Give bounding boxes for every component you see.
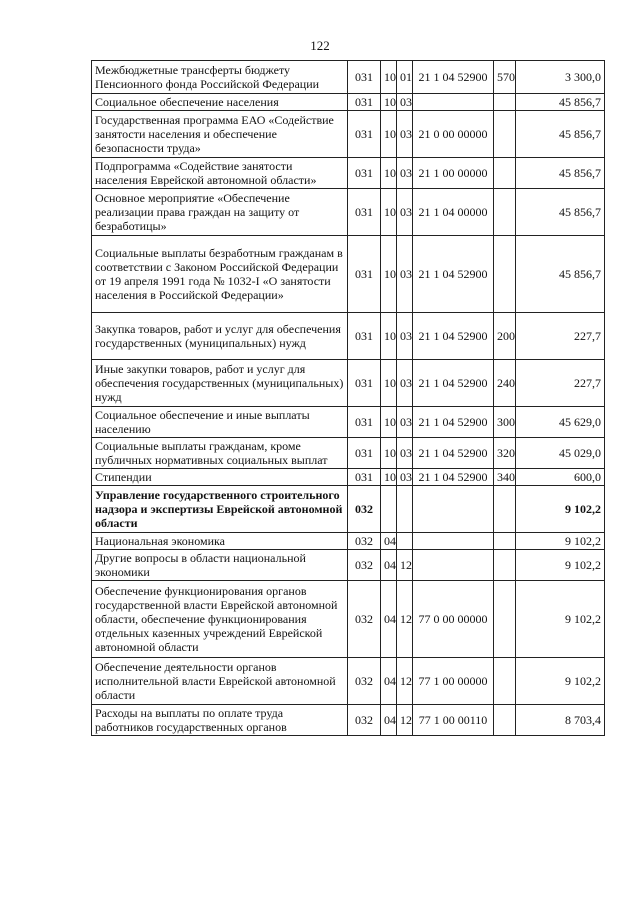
table-row xyxy=(92,158,605,189)
expense-type-code: 320 xyxy=(494,438,516,469)
table-row xyxy=(92,236,605,313)
section-code xyxy=(381,486,397,533)
row-name: Социальные выплаты гражданам, кроме публичных нормативных социальных выплат xyxy=(92,438,348,469)
table-row xyxy=(92,94,605,111)
page-number: 122 xyxy=(310,38,330,53)
subsection-code: 03 xyxy=(397,313,413,360)
target-article-code: 21 1 04 52900 xyxy=(413,236,494,313)
amount: 227,7 xyxy=(516,313,605,360)
section-code: 10 xyxy=(381,236,397,313)
section-code: 04 xyxy=(381,550,397,581)
row-name: Основное мероприятие «Обеспечение реализации права граждан на защиту от безработицы» xyxy=(92,189,348,236)
amount: 45 856,7 xyxy=(516,189,605,236)
target-article-code: 21 1 00 00000 xyxy=(413,158,494,189)
ved-code: 031 xyxy=(348,407,381,438)
subsection-code: 03 xyxy=(397,360,413,407)
section-code: 10 xyxy=(381,61,397,94)
expense-type-code xyxy=(494,658,516,705)
budget-table-body xyxy=(92,61,605,736)
subsection-code: 03 xyxy=(397,438,413,469)
amount: 9 102,2 xyxy=(516,486,605,533)
amount: 45 856,7 xyxy=(516,111,605,158)
expense-type-code xyxy=(494,550,516,581)
row-name: Подпрограмма «Содействие занятости населения Еврейской автономной области» xyxy=(92,158,348,189)
target-article-code xyxy=(413,94,494,111)
section-code: 10 xyxy=(381,313,397,360)
target-article-code xyxy=(413,486,494,533)
target-article-code: 21 1 04 52900 xyxy=(413,360,494,407)
ved-code: 031 xyxy=(348,438,381,469)
ved-code: 031 xyxy=(348,158,381,189)
row-name: Другие вопросы в области национальной экономики xyxy=(92,550,348,581)
target-article-code: 77 1 00 00110 xyxy=(413,705,494,736)
row-name: Стипендии xyxy=(92,469,348,486)
ved-code: 031 xyxy=(348,94,381,111)
expense-type-code xyxy=(494,236,516,313)
subsection-code: 03 xyxy=(397,158,413,189)
amount: 45 856,7 xyxy=(516,158,605,189)
section-code: 10 xyxy=(381,360,397,407)
amount: 45 629,0 xyxy=(516,407,605,438)
section-code: 10 xyxy=(381,438,397,469)
target-article-code xyxy=(413,533,494,550)
expense-type-code: 200 xyxy=(494,313,516,360)
subsection-code: 03 xyxy=(397,407,413,438)
amount: 9 102,2 xyxy=(516,581,605,658)
subsection-code: 03 xyxy=(397,189,413,236)
row-name: Государственная программа ЕАО «Содействие занятости населения и обеспечение безопасности труда» xyxy=(92,111,348,158)
amount: 3 300,0 xyxy=(516,61,605,94)
target-article-code xyxy=(413,550,494,581)
row-name: Иные закупки товаров, работ и услуг для обеспечения государственных (муниципальных) нужд xyxy=(92,360,348,407)
target-article-code: 77 1 00 00000 xyxy=(413,658,494,705)
row-name: Управление государственного строительного надзора и экспертизы Еврейской автономной области xyxy=(92,486,348,533)
table-row xyxy=(92,658,605,705)
section-code: 10 xyxy=(381,469,397,486)
expense-type-code xyxy=(494,158,516,189)
section-code: 10 xyxy=(381,189,397,236)
row-name: Социальное обеспечение населения xyxy=(92,94,348,111)
row-name: Расходы на выплаты по оплате труда работников государственных органов xyxy=(92,705,348,736)
ved-code: 032 xyxy=(348,550,381,581)
ved-code: 032 xyxy=(348,705,381,736)
target-article-code: 21 0 00 00000 xyxy=(413,111,494,158)
expense-type-code xyxy=(494,486,516,533)
row-name: Обеспечение функционирования органов государственной власти Еврейской автономной области, обеспечение функционирования отдельных казенных учреждений Еврейской автономной области xyxy=(92,581,348,658)
subsection-code: 12 xyxy=(397,658,413,705)
target-article-code: 21 1 04 52900 xyxy=(413,469,494,486)
subsection-code: 03 xyxy=(397,111,413,158)
row-name: Межбюджетные трансферты бюджету Пенсионного фонда Российской Федерации xyxy=(92,61,348,94)
subsection-code: 12 xyxy=(397,705,413,736)
target-article-code: 21 1 04 52900 xyxy=(413,438,494,469)
section-code: 10 xyxy=(381,407,397,438)
subsection-code: 03 xyxy=(397,469,413,486)
table-row xyxy=(92,189,605,236)
section-code: 10 xyxy=(381,94,397,111)
section-code: 10 xyxy=(381,158,397,189)
row-name: Обеспечение деятельности органов исполнительной власти Еврейской автономной области xyxy=(92,658,348,705)
amount: 45 029,0 xyxy=(516,438,605,469)
section-code: 04 xyxy=(381,581,397,658)
table-row xyxy=(92,533,605,550)
expense-type-code: 570 xyxy=(494,61,516,94)
table-row xyxy=(92,438,605,469)
expense-type-code xyxy=(494,94,516,111)
subsection-code: 03 xyxy=(397,236,413,313)
table-row xyxy=(92,581,605,658)
subsection-code xyxy=(397,486,413,533)
expense-type-code xyxy=(494,189,516,236)
ved-code: 031 xyxy=(348,61,381,94)
expense-type-code xyxy=(494,111,516,158)
amount: 9 102,2 xyxy=(516,533,605,550)
section-code: 04 xyxy=(381,658,397,705)
row-name: Социальные выплаты безработным гражданам в соответствии с Законом Российской Федерации от 19 апреля 1991 года № 1032-I «О занятости населения в Российской Федерации» xyxy=(92,236,348,313)
table-row xyxy=(92,469,605,486)
ved-code: 031 xyxy=(348,313,381,360)
table-row xyxy=(92,313,605,360)
expense-type-code: 240 xyxy=(494,360,516,407)
expense-type-code xyxy=(494,533,516,550)
subsection-code: 01 xyxy=(397,61,413,94)
row-name: Социальное обеспечение и иные выплаты населению xyxy=(92,407,348,438)
row-name: Закупка товаров, работ и услуг для обеспечения государственных (муниципальных) нужд xyxy=(92,313,348,360)
budget-table xyxy=(91,60,605,736)
table-row xyxy=(92,61,605,94)
row-name: Национальная экономика xyxy=(92,533,348,550)
expense-type-code xyxy=(494,705,516,736)
section-code: 04 xyxy=(381,533,397,550)
subsection-code xyxy=(397,533,413,550)
table-row xyxy=(92,360,605,407)
table-row xyxy=(92,550,605,581)
amount: 600,0 xyxy=(516,469,605,486)
expense-type-code: 300 xyxy=(494,407,516,438)
expense-type-code: 340 xyxy=(494,469,516,486)
target-article-code: 21 1 04 52900 xyxy=(413,407,494,438)
section-code: 04 xyxy=(381,705,397,736)
table-row xyxy=(92,486,605,533)
ved-code: 032 xyxy=(348,658,381,705)
ved-code: 032 xyxy=(348,581,381,658)
target-article-code: 21 1 04 52900 xyxy=(413,313,494,360)
ved-code: 031 xyxy=(348,189,381,236)
table-row xyxy=(92,705,605,736)
table-row xyxy=(92,407,605,438)
amount: 227,7 xyxy=(516,360,605,407)
amount: 45 856,7 xyxy=(516,94,605,111)
ved-code: 031 xyxy=(348,360,381,407)
target-article-code: 21 1 04 00000 xyxy=(413,189,494,236)
amount: 8 703,4 xyxy=(516,705,605,736)
expense-type-code xyxy=(494,581,516,658)
amount: 9 102,2 xyxy=(516,658,605,705)
table-row xyxy=(92,111,605,158)
amount: 45 856,7 xyxy=(516,236,605,313)
target-article-code: 21 1 04 52900 xyxy=(413,61,494,94)
section-code: 10 xyxy=(381,111,397,158)
amount: 9 102,2 xyxy=(516,550,605,581)
target-article-code: 77 0 00 00000 xyxy=(413,581,494,658)
subsection-code: 12 xyxy=(397,550,413,581)
ved-code: 031 xyxy=(348,469,381,486)
ved-code: 031 xyxy=(348,111,381,158)
subsection-code: 12 xyxy=(397,581,413,658)
ved-code: 032 xyxy=(348,486,381,533)
ved-code: 031 xyxy=(348,236,381,313)
ved-code: 032 xyxy=(348,533,381,550)
subsection-code: 03 xyxy=(397,94,413,111)
